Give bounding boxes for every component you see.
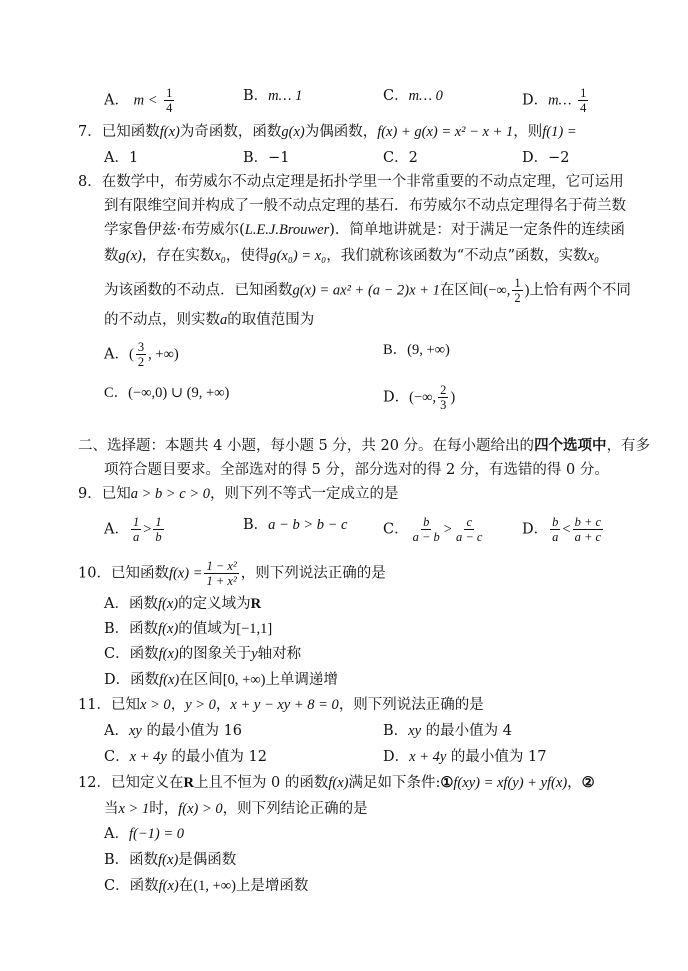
q11-option-b: B．xy 的最小值为 4 — [383, 723, 512, 739]
fraction: $\frac{1}{a}$ — [132, 515, 140, 544]
q6-option-a: A． m < $\frac{1}{4}$ — [104, 86, 173, 115]
q8-line-2: 到有限维空间并构成了一般不动点定理的基石．布劳威尔不动点定理得名于荷兰数 — [104, 198, 626, 214]
question-number: 9． — [78, 486, 102, 502]
question-number: 8． — [78, 174, 102, 190]
q8-line-1: 8．在数学中，布劳威尔不动点定理是拓扑学里一个非常重要的不动点定理，它可运用 — [78, 174, 624, 190]
q9-option-b: B．a − b > b − c — [243, 517, 348, 533]
fraction: $\frac{1}{b}$ — [155, 515, 162, 544]
q8-option-b: B．(9, +∞) — [383, 342, 450, 358]
q11-option-a: A．xy 的最小值为 16 — [104, 723, 243, 739]
q8-line-5: 为该函数的不动点．已知函数g(x) = ax² + (a − 2)x + 1在区间(−∞, $\frac{1}{2}$ )上恰有两个不同 — [104, 276, 631, 305]
q7-option-c: C．2 — [383, 150, 418, 166]
q12-stem-line-1: 12．已知定义在R上且不恒为 0 的函数f(x)满足如下条件:①f(xy) = xf(y) + yf(x)，② — [78, 774, 595, 791]
q6-option-b: B．m… 1 — [243, 88, 303, 104]
q9-option-d: D． $\frac{b}{a}$ < $\frac{b + c}{a + c}$ — [522, 515, 602, 544]
fraction: $\frac{b}{a}$ — [552, 515, 559, 544]
q11-stem: 11．已知x > 0，y > 0，x + y − xy + 8 = 0，则下列说法正确的是 — [78, 697, 484, 713]
q9-option-a: A． $\frac{1}{a}$ > $\frac{1}{b}$ — [104, 515, 162, 544]
fraction: $\frac{1}{4}$ — [580, 86, 587, 115]
fraction: $\frac{\text{1 − x²}}{\text{1 + x²}}$ — [206, 559, 237, 588]
section-heading-line-1: 二、选择题：本题共 4 小题，每小题 5 分，共 20 分。在每小题给出的四个选项中，有多 — [78, 437, 651, 454]
section-heading-line-2: 项符合题目要求。全部选对的得 5 分，部分选对的得 2 分，有选错的得 0 分。 — [104, 462, 609, 478]
question-number: 12． — [78, 775, 111, 791]
question-number: 10． — [78, 565, 111, 582]
q8-line-4: 数g(x)，存在实数x₀，使得g(x₀) = x₀，我们就称该函数为“不动点”函数，实数x₀ — [104, 248, 600, 264]
q9-stem: 9．已知a > b > c > 0，则下列不等式一定成立的是 — [78, 486, 399, 502]
q10-option-d: D．函数f(x)在区间[0, +∞)上单调递增 — [104, 672, 338, 688]
q12-stem-line-2: 当x > 1时，f(x) > 0，则下列结论正确的是 — [104, 801, 368, 817]
q10-option-a: A．函数f(x)的定义域为R — [104, 596, 262, 612]
q9-option-c: C． $\frac{b}{a - b}$ > $\frac{c}{a - c}$ — [383, 515, 483, 544]
q7-option-a: A．1 — [104, 150, 139, 166]
fraction: $\frac{b}{a - b}$ — [412, 515, 440, 544]
q10-option-b: B．函数f(x)的值域为[−1,1] — [104, 621, 273, 637]
option-label: A． — [104, 92, 129, 109]
q7-stem: 7．已知函数f(x)为奇函数，函数g(x)为偶函数，f(x) + g(x) = x² − x + 1，则f(1) = — [78, 124, 577, 140]
q10-option-c: C．函数f(x)的图象关于y轴对称 — [104, 646, 302, 662]
question-number: 7． — [78, 124, 102, 140]
q7-option-d: D．−2 — [522, 150, 570, 166]
q7-option-b: B．−1 — [243, 150, 290, 166]
fraction: $\frac{2}{3}$ — [440, 383, 447, 412]
fraction: $\frac{b + c}{a + c}$ — [574, 515, 602, 544]
q12-option-b: B．函数f(x)是偶函数 — [104, 852, 237, 868]
fraction: $\frac{3}{2}$ — [137, 340, 145, 369]
q11-option-c: C．x + 4y 的最小值为 12 — [104, 749, 267, 765]
fraction: $\frac{1}{4}$ — [166, 86, 173, 115]
q8-option-d: D．(−∞, $\frac{2}{3}$ ) — [383, 383, 456, 412]
q8-option-c: C．(−∞,0) ∪ (9, +∞) — [104, 385, 230, 401]
q10-stem: 10．已知函数f(x) = $\frac{\text{1 − x²}}{\text{1 + x²}}$ ，则下列说法正确的是 — [78, 559, 386, 588]
q8-line-3: 学家鲁伊兹·布劳威尔(L.E.J.Brouwer)．简单地讲就是：对于满足一定条件的连续函 — [104, 222, 625, 238]
q11-option-d: D．x + 4y 的最小值为 17 — [383, 749, 547, 765]
fraction: $\frac{1}{2}$ — [514, 276, 521, 305]
q6-option-c: C．m… 0 — [383, 88, 443, 104]
fraction: $\frac{c}{a - c}$ — [455, 515, 483, 544]
question-number: 11． — [78, 697, 111, 713]
q8-option-a: A．( $\frac{3}{2}$ , +∞) — [104, 340, 179, 369]
q12-option-c: C．函数f(x)在(1, +∞)上是增函数 — [104, 878, 309, 894]
q12-option-a: A．f(−1) = 0 — [104, 826, 184, 842]
q8-line-6: 的不动点，则实数a的取值范围为 — [104, 312, 315, 328]
q6-option-d: D．m… $\frac{1}{4}$ — [522, 86, 587, 115]
